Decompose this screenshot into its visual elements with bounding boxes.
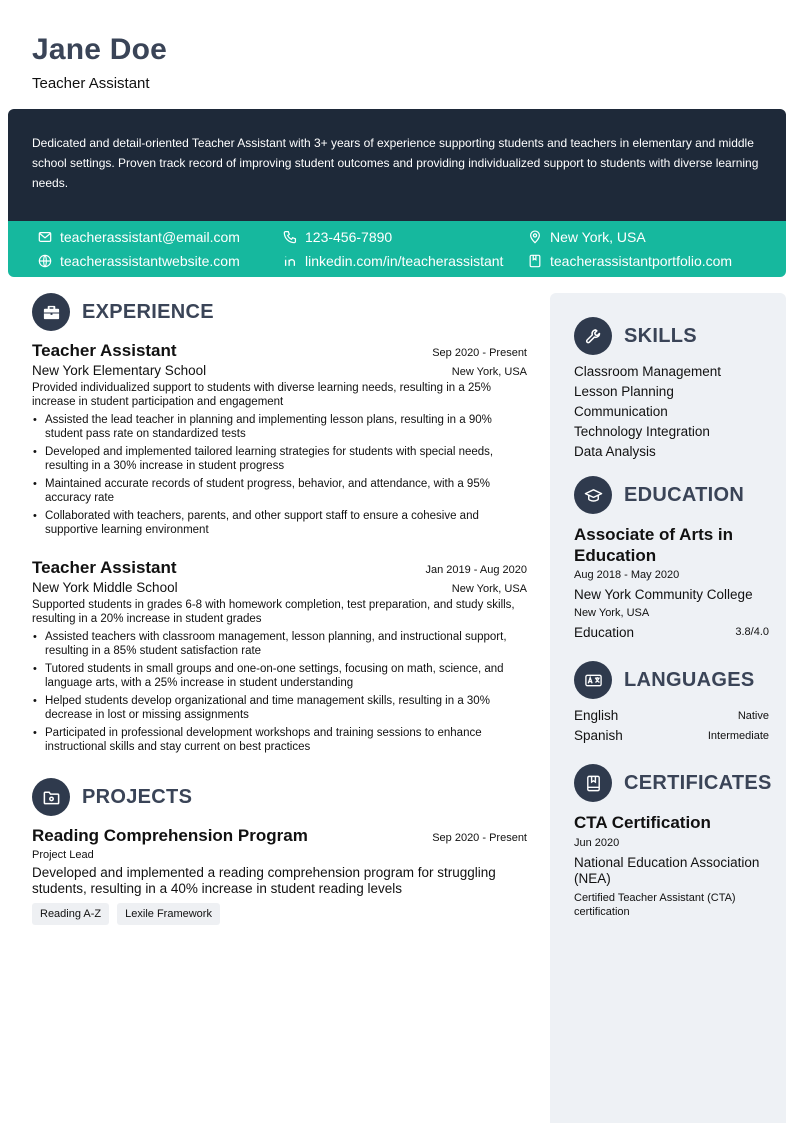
certificates-title: CERTIFICATES (624, 771, 772, 794)
job-location: New York, USA (451, 583, 527, 595)
location-icon (528, 230, 542, 244)
briefcase-icon (42, 303, 61, 322)
globe-icon (38, 254, 52, 268)
experience-title: EXPERIENCE (82, 300, 214, 323)
skills-title: SKILLS (624, 324, 697, 347)
job-bullet: • Developed and implemented tailored learning strategies for students with special needs, resulting in a 30% increase in student progress (32, 445, 527, 473)
project-tag: Lexile Framework (117, 903, 220, 925)
phone-text: 123-456-7890 (305, 229, 393, 245)
skill-item: Classroom Management (574, 364, 722, 379)
job-bullet: • Helped students develop organizational and time management skills, resulting in a 30% decrease in lost or missing assignments (32, 694, 527, 722)
candidate-name: Jane Doe (32, 33, 167, 66)
education-heading (574, 476, 744, 514)
wrench-icon (584, 327, 603, 346)
certificate-name: CTA Certification (574, 813, 711, 832)
education-date: Aug 2018 - May 2020 (574, 569, 680, 581)
skill-item: Lesson Planning (574, 384, 674, 399)
education-icon-badge (574, 476, 612, 514)
contact-portfolio[interactable] (528, 253, 732, 269)
job-company: New York Middle School (32, 580, 178, 595)
skills-heading (574, 317, 697, 355)
contact-location (528, 229, 646, 245)
job-title: Teacher Assistant (32, 558, 177, 577)
job-bullets (32, 413, 527, 537)
language-level: Native (737, 710, 769, 722)
certificates-heading (574, 764, 772, 802)
certificate-issuer: National Education Association (NEA) (574, 855, 760, 886)
education-school: New York Community College (574, 587, 753, 602)
contact-phone[interactable] (283, 229, 392, 245)
job-company: New York Elementary School (32, 363, 207, 378)
job-location: New York, USA (451, 366, 527, 378)
linkedin-icon (283, 254, 297, 268)
projects-title: PROJECTS (82, 785, 193, 808)
languages-icon-badge (574, 661, 612, 699)
job-date: Sep 2020 - Present (432, 347, 527, 359)
job-bullet: • Participated in professional development workshops and training sessions to enhance instructional skills and stay current on best practices (32, 726, 527, 754)
project-role: Project Lead (32, 849, 94, 861)
job-bullet: • Assisted teachers with classroom management, lesson planning, and instructional support, resulting in a 85% student satisfaction rate (32, 630, 527, 658)
job-title: Teacher Assistant (32, 341, 177, 360)
graduation-cap-icon (584, 486, 603, 505)
language-level: Intermediate (707, 730, 769, 742)
languages-title: LANGUAGES (624, 668, 755, 691)
education-location: New York, USA (574, 607, 650, 619)
contact-website[interactable] (38, 253, 240, 269)
language-name: English (574, 708, 619, 723)
phone-icon (283, 230, 297, 244)
summary-text: Dedicated and detail-oriented Teacher Assistant with 3+ years of experience supporting students and teachers in elementary and middle school settings. Proven track record of improving student outcomes and providing individualized support to students with diverse learning needs. (32, 136, 759, 190)
projects-heading (32, 778, 192, 816)
email-text: teacherassistant@email.com (60, 229, 240, 245)
education-degree: Associate of Arts in Education (574, 525, 734, 565)
job-date: Jan 2019 - Aug 2020 (425, 564, 527, 576)
job-entry (32, 558, 527, 758)
portfolio-text: teacherassistantportfolio.com (550, 253, 733, 269)
summary-panel (8, 109, 786, 221)
certificates-icon-badge (574, 764, 612, 802)
project-description: Developed and implemented a reading comprehension program for struggling students, resulting in a 40% increase in student reading levels (32, 865, 496, 896)
education-gpa: 3.8/4.0 (735, 626, 769, 638)
skill-item: Technology Integration (574, 424, 710, 439)
certificate-date: Jun 2020 (574, 837, 620, 849)
mail-icon (38, 230, 52, 244)
job-description: Supported students in grades 6-8 with homework completion, test preparation, and study skills, resulting in a 20% increase in student grades (32, 599, 515, 625)
job-bullet: • Maintained accurate records of student progress, behavior, and attendance, with a 95% accuracy rate (32, 477, 527, 505)
job-bullet: • Tutored students in small groups and one-on-one settings, focusing on math, science, and language arts, with a 25% increase in student understanding (32, 662, 527, 690)
skill-item: Communication (574, 404, 668, 419)
certificate-description: Certified Teacher Assistant (CTA) certification (574, 892, 736, 918)
folder-icon (42, 788, 61, 807)
job-bullet: • Assisted the lead teacher in planning and implementing lesson plans, resulting in a 90% student pass rate on standardized tests (32, 413, 527, 441)
project-entry (32, 826, 527, 925)
education-field: Education (574, 625, 635, 640)
skill-item: Data Analysis (574, 444, 656, 459)
translate-icon (584, 671, 603, 690)
job-entry (32, 341, 527, 541)
linkedin-text: linkedin.com/in/teacherassistant (305, 253, 504, 269)
portfolio-icon (528, 254, 542, 268)
contact-email[interactable] (38, 229, 240, 245)
job-bullet: • Collaborated with teachers, parents, and other support staff to ensure a cohesive and supportive learning environment (32, 509, 527, 537)
experience-heading (32, 293, 214, 331)
candidate-role: Teacher Assistant (32, 75, 150, 92)
location-text: New York, USA (550, 229, 646, 245)
skills-icon-badge (574, 317, 612, 355)
job-description: Provided individualized support to students with diverse learning needs, resulting in a 25% increase in student participation and engagement (32, 382, 491, 408)
languages-heading (574, 661, 754, 699)
contact-linkedin[interactable] (283, 253, 503, 269)
project-tag: Reading A-Z (32, 903, 109, 925)
contact-bar (8, 221, 786, 277)
projects-icon-badge (32, 778, 70, 816)
project-title: Reading Comprehension Program (32, 826, 308, 845)
job-bullets (32, 630, 527, 754)
experience-icon-badge (32, 293, 70, 331)
education-title: EDUCATION (624, 483, 745, 506)
website-text: teacherassistantwebsite.com (60, 253, 240, 269)
certificate-book-icon (584, 774, 603, 793)
project-date: Sep 2020 - Present (432, 832, 527, 844)
language-name: Spanish (574, 728, 623, 743)
project-tags (32, 903, 527, 925)
